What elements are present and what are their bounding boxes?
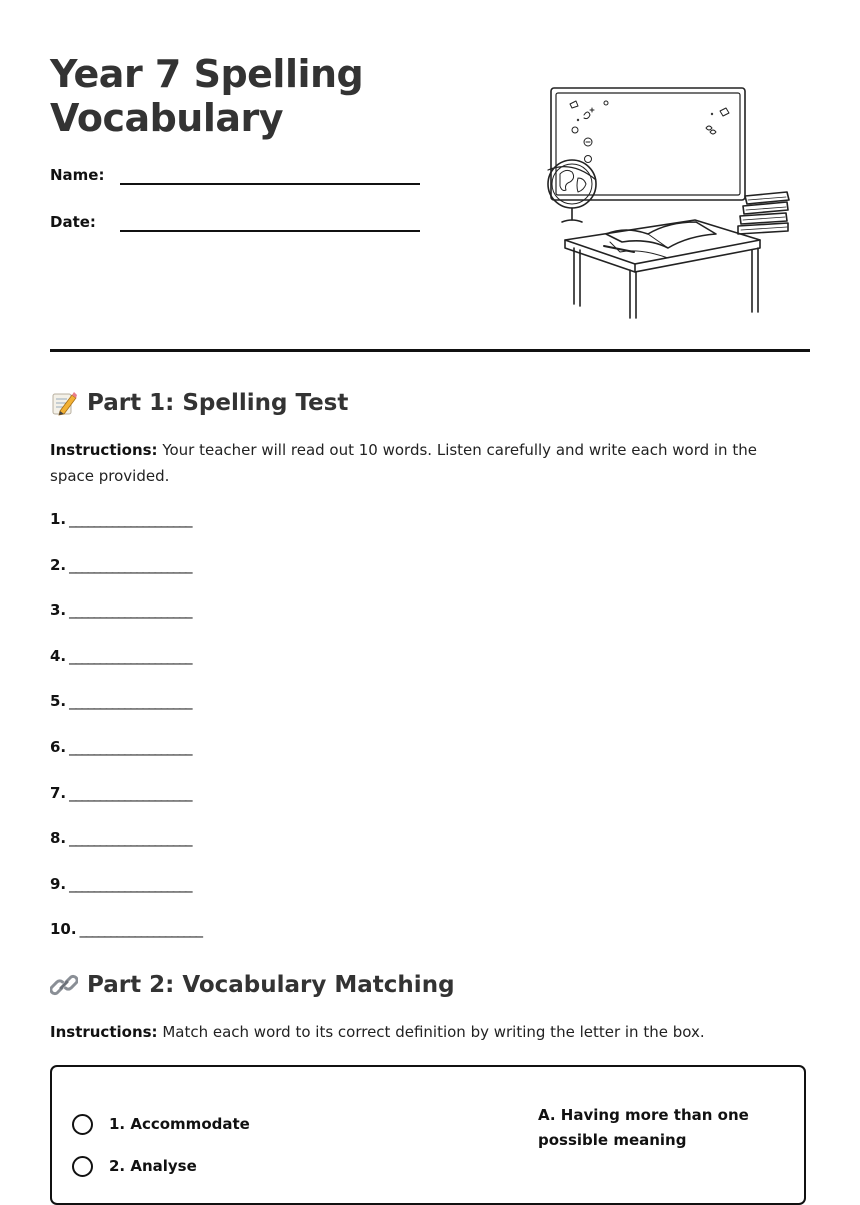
answer-blank[interactable]: ____________________ xyxy=(69,510,192,528)
name-field xyxy=(50,166,420,190)
answer-item-2[interactable]: 2. ____________________ xyxy=(50,555,192,574)
answer-blank[interactable]: ____________________ xyxy=(69,829,192,848)
answer-item-7[interactable]: 7. ____________________ xyxy=(50,783,192,802)
name-label: Name: xyxy=(50,166,105,184)
answer-item-6[interactable]: 6. ____________________ xyxy=(50,737,192,756)
answer-blank[interactable]: ____________________ xyxy=(69,601,192,620)
part1-heading xyxy=(50,389,348,417)
matching-box xyxy=(50,1065,806,1205)
part2-instructions-label: Instructions: xyxy=(50,1023,158,1041)
answer-item-8[interactable]: 8. ____________________ xyxy=(50,829,192,848)
answer-blank[interactable]: ____________________ xyxy=(69,783,192,802)
part2-heading xyxy=(50,971,455,999)
match-word-item-2 xyxy=(72,1145,250,1187)
part2-instructions-text: Match each word to its correct definition by writing the letter in the box. xyxy=(157,1023,705,1041)
desk-icon xyxy=(565,220,760,318)
match-word: 2. Analyse xyxy=(109,1157,197,1175)
definition-a: A. Having more than one possible meaning xyxy=(538,1106,749,1149)
answer-item-1[interactable]: 1. ____________________ xyxy=(50,510,192,528)
answer-blank[interactable]: ____________________ xyxy=(69,555,192,574)
date-field xyxy=(50,213,420,237)
title-line-2: Vocabulary xyxy=(50,96,284,140)
match-word: 1. Accommodate xyxy=(109,1115,250,1133)
matching-definitions-column xyxy=(538,1103,768,1153)
book-stack-icon xyxy=(738,192,789,234)
part2-heading-text: Part 2: Vocabulary Matching xyxy=(87,972,455,998)
answer-item-3[interactable]: 3. ____________________ xyxy=(50,601,192,620)
part1-instructions xyxy=(50,437,780,489)
link-icon xyxy=(50,971,78,999)
answer-item-5[interactable]: 5. ____________________ xyxy=(50,692,192,711)
classroom-illustration xyxy=(540,82,800,322)
chalkboard-icon xyxy=(551,88,745,200)
header-divider xyxy=(50,349,810,352)
date-label: Date: xyxy=(50,213,96,231)
match-word-item-1 xyxy=(72,1103,250,1145)
answer-item-4[interactable]: 4. ____________________ xyxy=(50,646,192,665)
globe-icon xyxy=(548,160,596,222)
answer-circle[interactable] xyxy=(72,1114,93,1135)
answer-blank[interactable]: ____________________ xyxy=(69,874,192,893)
date-write-line[interactable] xyxy=(120,230,420,232)
matching-words-column xyxy=(72,1103,250,1187)
answer-blank[interactable]: ____________________ xyxy=(79,920,202,939)
answer-blank[interactable]: ____________________ xyxy=(69,646,192,665)
answer-circle[interactable] xyxy=(72,1156,93,1177)
answer-item-9[interactable]: 9. ____________________ xyxy=(50,874,192,893)
answer-blank[interactable]: ____________________ xyxy=(69,737,192,756)
part2-instructions xyxy=(50,1019,780,1045)
spelling-answer-list xyxy=(50,510,202,966)
memo-pencil-icon xyxy=(50,389,78,417)
open-book-icon xyxy=(604,222,716,258)
name-write-line[interactable] xyxy=(120,183,420,185)
part1-instructions-label: Instructions: xyxy=(50,441,158,459)
title-line-1: Year 7 Spelling xyxy=(50,52,364,96)
part1-instructions-text: Your teacher will read out 10 words. Listen carefully and write each word in the space provided. xyxy=(50,441,757,485)
answer-blank[interactable]: ____________________ xyxy=(69,692,192,711)
part1-heading-text: Part 1: Spelling Test xyxy=(87,390,349,416)
page-title xyxy=(50,52,363,140)
answer-item-10[interactable]: 10. ____________________ xyxy=(50,920,202,939)
